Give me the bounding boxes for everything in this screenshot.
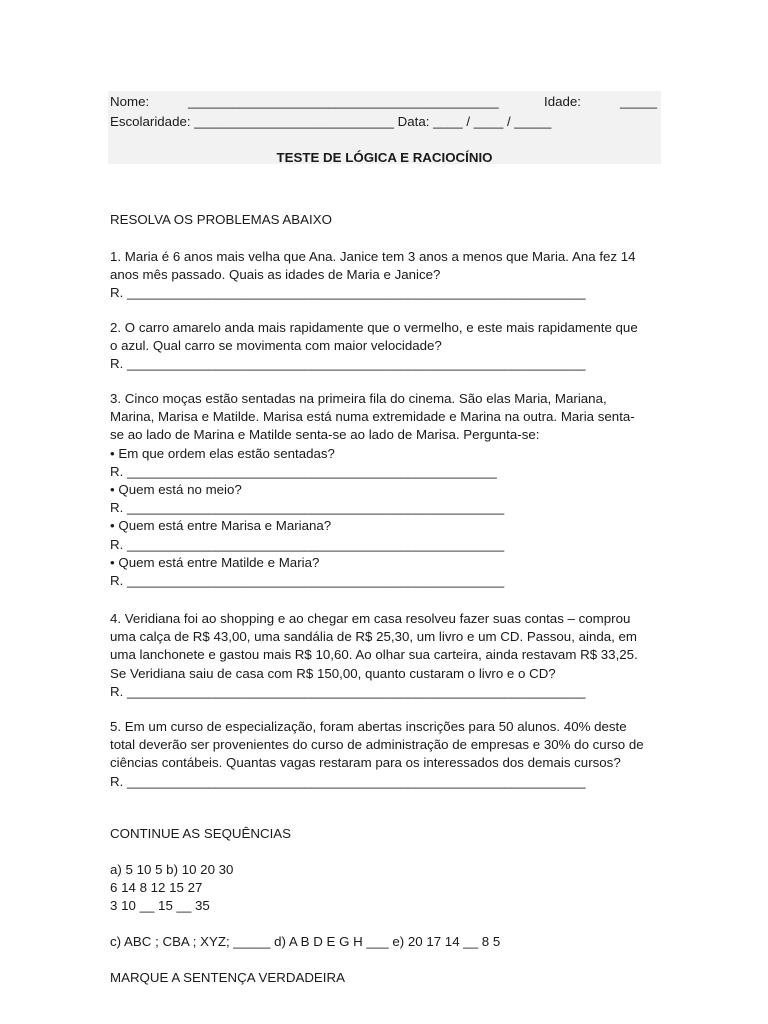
question-3-line-2: Marina, Marisa e Matilde. Marisa está numa extremidade e Marina na outra. Maria senta- xyxy=(110,409,635,425)
question-3 xyxy=(110,390,655,590)
question-4-line-2: uma calça de R$ 43,00, uma sandália de R$ 25,30, um livro e um CD. Passou, ainda, em xyxy=(110,629,637,645)
sequence-line-2: 6 14 8 12 15 27 xyxy=(110,880,203,896)
question-3-line-1: 3. Cinco moças estão sentadas na primeira fila do cinema. São elas Maria, Mariana, xyxy=(110,391,607,406)
question-3-bullet-1: • Em que ordem elas estão sentadas? xyxy=(110,445,335,461)
question-3-answer-1: R. __________________________________________________ xyxy=(110,463,497,479)
question-3-answer-3: R. ___________________________________________________ xyxy=(110,536,505,552)
question-3-bullet-3: • Quem está entre Marisa e Mariana? xyxy=(110,518,332,534)
question-3-answer-2: R. ___________________________________________________ xyxy=(110,500,505,516)
question-4-answer-line: R. ______________________________________________________________ xyxy=(110,683,586,699)
question-4 xyxy=(110,610,655,701)
question-1-line-2: anos mês passado. Quais as idades de Maria e Janice? xyxy=(110,267,441,283)
question-4-line-1: 4. Veridiana foi ao shopping e ao chegar em casa resolveu fazer suas contas – comprou xyxy=(110,611,631,626)
question-3-answer-4: R. ___________________________________________________ xyxy=(110,573,505,589)
section-heading-verdadeira: MARQUE A SENTENÇA VERDADEIRA xyxy=(110,970,345,985)
nome-label: Nome: xyxy=(110,94,150,109)
question-3-bullet-2: • Quem está no meio? xyxy=(110,482,242,498)
question-5 xyxy=(110,718,655,791)
question-4-line-4: Se Veridiana saiu de casa com R$ 150,00, quanto custaram o livro e o CD? xyxy=(110,665,556,681)
question-3-bullet-4: • Quem está entre Matilde e Maria? xyxy=(110,554,320,570)
question-1-answer-line: R. ______________________________________________________________ xyxy=(110,285,586,301)
sequence-line-4: c) ABC ; CBA ; XYZ; _____ d) A B D E G H ___ e) 20 17 14 __ 8 5 xyxy=(110,934,501,949)
section-heading-sequencias: CONTINUE AS SEQUÊNCIAS xyxy=(110,826,292,841)
idade-line: _____ xyxy=(620,94,657,109)
question-5-line-1: 5. Em um curso de especialização, foram abertas inscrições para 50 alunos. 40% deste xyxy=(110,719,627,734)
sequences-block xyxy=(110,861,655,916)
question-2-line-1: 2. O carro amarelo anda mais rapidamente que o vermelho, e este mais rapidamente que xyxy=(110,320,638,335)
question-5-line-2: total deverão ser provenientes do curso de administração de empresas e 30% do curso de xyxy=(110,737,644,753)
question-2-answer-line: R. ______________________________________________________________ xyxy=(110,356,586,372)
question-4-line-3: uma lanchonete e gastou mais R$ 10,60. Ao olhar sua carteira, ainda restavam R$ 33,25. xyxy=(110,647,638,663)
question-2-line-2: o azul. Qual carro se movimenta com maior velocidade? xyxy=(110,338,442,354)
escolaridade-data-line: Escolaridade: ___________________________ Data: ____ / ____ / _____ xyxy=(110,114,552,129)
question-1-line-1: 1. Maria é 6 anos mais velha que Ana. Janice tem 3 anos a menos que Maria. Ana fez 14 xyxy=(110,249,636,264)
sequence-line-3: 3 10 __ 15 __ 35 xyxy=(110,898,210,914)
question-5-answer-line: R. ______________________________________________________________ xyxy=(110,773,586,789)
section-heading-problemas: RESOLVA OS PROBLEMAS ABAIXO xyxy=(110,212,332,227)
idade-label: Idade: xyxy=(544,94,581,109)
question-3-line-3: se ao lado de Marina e Matilde senta-se ao lado de Marisa. Pergunta-se: xyxy=(110,427,540,443)
question-5-line-3: ciências contábeis. Quantas vagas restaram para os interessados dos demais cursos? xyxy=(110,755,621,771)
page-title: TESTE DE LÓGICA E RACIOCÍNIO xyxy=(276,150,493,165)
nome-line: __________________________________________ xyxy=(188,94,499,109)
sequence-line-1: a) 5 10 5 b) 10 20 30 xyxy=(110,862,234,877)
question-1 xyxy=(110,248,655,303)
question-2 xyxy=(110,319,655,374)
